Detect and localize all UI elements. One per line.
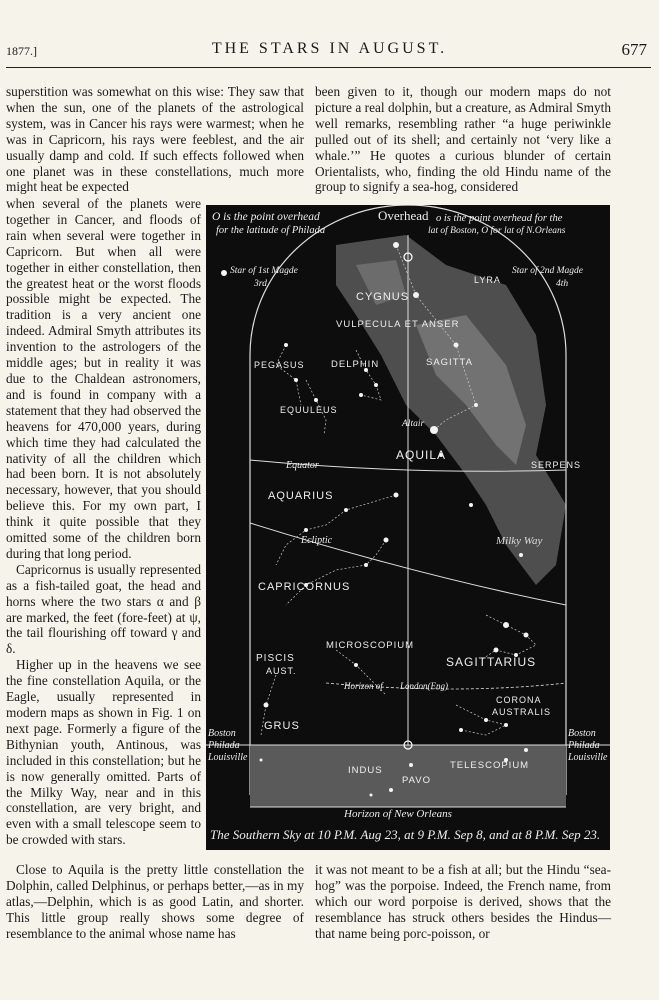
label-lyra: LYRA	[474, 275, 501, 285]
para-capricornus: Capricornus is usually represented as a fish-tailed goat, the head and horns where the two stars α and β are marked, the feet (fore-feet) at ψ, the tail flourishing off toward γ and δ.	[6, 561, 201, 657]
note-right-line1: o is the point overhead for the	[436, 213, 563, 224]
paragraph-col1-mid	[6, 196, 201, 848]
volume-year: 1877.]	[6, 44, 37, 58]
label-delphin: DELPHIN	[331, 359, 380, 370]
overhead-label: Overhead	[378, 208, 429, 223]
milky-way	[336, 235, 569, 585]
city-right-boston: Boston	[568, 728, 596, 739]
label-aust: AUST.	[266, 666, 297, 676]
label-milky-way: Milky Way	[496, 535, 543, 547]
para-aquila: Higher up in the heavens we see the fine constellation Aquila, or the Eagle, usually represented in modern maps as shown in Fig. 1 on next page. Formerly a figure of the Bithynian youth, Antinous, was included in this constellation; but he is now generally omitted. Parts of the Milky Way, near and in this constellation, are very bright, and even with a small telescope seem to be crowded with stars.	[6, 657, 201, 848]
legend-mag1: Star of 1st Magde	[230, 266, 298, 276]
label-grus: GRUS	[264, 720, 300, 732]
label-sagitta: SAGITTA	[426, 357, 473, 368]
label-indus: INDUS	[348, 765, 383, 776]
para-superstition-cont: when several of the planets were together in Cancer, and floods of rain when several were together in Capricorn. But when all were together in either constellation, then the greatest heat or the worst floods possible might be expected. The tradition is a very ancient one indeed. Admiral Smyth attributes its invention to the astrologers of the middle ages; but in reality it was due to the Chaldean astronomers, and is found in company with a statement that they had observed the heavens for 470,000 years, during which time they had calculated the nativity of all the children which had been born. It is not absolutely necessary, however, that you should believe this. For my own part, I think it quite possible that they omitted some of the children born during that long period.	[6, 196, 201, 561]
label-equuleus: EQUULEUS	[280, 405, 338, 415]
paragraph-col1-top: superstition was somewhat on this wise: They saw that when the sun, one of the planets of the astrological system, was in Cancer his rays were warmest; when he was in Capricorn, his rays were feeblest, and the air usually damp and cold. If such effects followed when one planet was in these constellations, much more might heat be expected	[6, 84, 304, 195]
label-capricornus: CAPRICORNUS	[258, 581, 351, 593]
page-number: 677	[621, 40, 647, 59]
label-telescopium: TELESCOPIUM	[450, 760, 530, 771]
paragraph-col1-bottom	[6, 862, 304, 942]
legend-mag2: Star of 2nd Magde	[512, 266, 583, 276]
label-cygnus: CYGNUS	[356, 291, 410, 303]
paragraph-col2-top: been given to it, though our modern maps do not picture a real dolphin, but a creature, as Admiral Smyth well remarks, resembling rather “a huge periwinkle pulled out of its shell; and certainly not ‘very like a whale.’” He quotes a curious blunder of certain Orientalists, who, finding the old Hindu name of the group to signify a sea-hog, considered	[315, 84, 611, 195]
figure-caption: The Southern Sky at 10 P.M. Aug 23, at 9 P.M. Sep 8, and at 8 P.M. Sep 23.	[210, 827, 601, 842]
label-horizon-of: Horizon of	[344, 681, 383, 691]
para-dolphin: Close to Aquila is the pretty little constellation the Dolphin, called Delphinus, or perhaps better,—as in my atlas,—Delphin, which is as good Latin, and shorter. This little group really shows some degree of resemblance to the animal whose name has	[6, 862, 304, 941]
legend-mag4: 4th	[556, 279, 569, 289]
city-left-philadelphia: Philada	[208, 740, 240, 751]
label-london: London(Eng)	[400, 681, 448, 691]
label-ecliptic: Ecliptic	[301, 535, 333, 546]
label-microscopium: MICROSCOPIUM	[326, 640, 414, 651]
label-corona: CORONA	[496, 695, 542, 705]
label-vulpecula: VULPECULA ET ANSER	[336, 319, 460, 330]
label-aquila: AQUILA	[396, 448, 447, 462]
page-title: THE STARS IN AUGUST.	[211, 40, 448, 57]
label-serpens: SERPENS	[531, 460, 582, 470]
legend-mag3: 3rd	[254, 279, 267, 289]
city-left-louisville: Louisville	[208, 752, 248, 763]
label-australis: AUSTRALIS	[492, 707, 552, 717]
label-aquarius: AQUARIUS	[268, 490, 334, 502]
label-equator: Equator	[286, 460, 319, 471]
label-altair: Altair	[402, 419, 425, 429]
star-map-figure	[206, 205, 610, 850]
label-pegasus: PEGASUS	[254, 360, 305, 370]
city-right-philadelphia: Philada	[568, 740, 600, 751]
paragraph-col2-bottom: it was not meant to be a fish at all; but the Hindu “sea-hog” was the porpoise. Indeed, the French name, from which our word porpoise is derived, shows that the resemblance has struck others besides the Hindus—that name being porc-poisson, or	[315, 862, 611, 941]
label-pavo: PAVO	[402, 775, 431, 786]
note-left-line1: O is the point overhead	[212, 211, 320, 223]
city-left-boston: Boston	[208, 728, 236, 739]
header-rule	[6, 67, 651, 68]
label-horizon-new-orleans: Horizon of New Orleans	[344, 808, 452, 820]
note-left-line2: for the latitude of Philada	[216, 225, 326, 236]
label-piscis: PISCIS	[256, 653, 295, 664]
city-right-louisville: Louisville	[568, 752, 608, 763]
label-sagittarius: SAGITTARIUS	[446, 655, 537, 669]
note-right-line2: lat of Boston, O for lat of N.Orleans	[428, 226, 566, 236]
